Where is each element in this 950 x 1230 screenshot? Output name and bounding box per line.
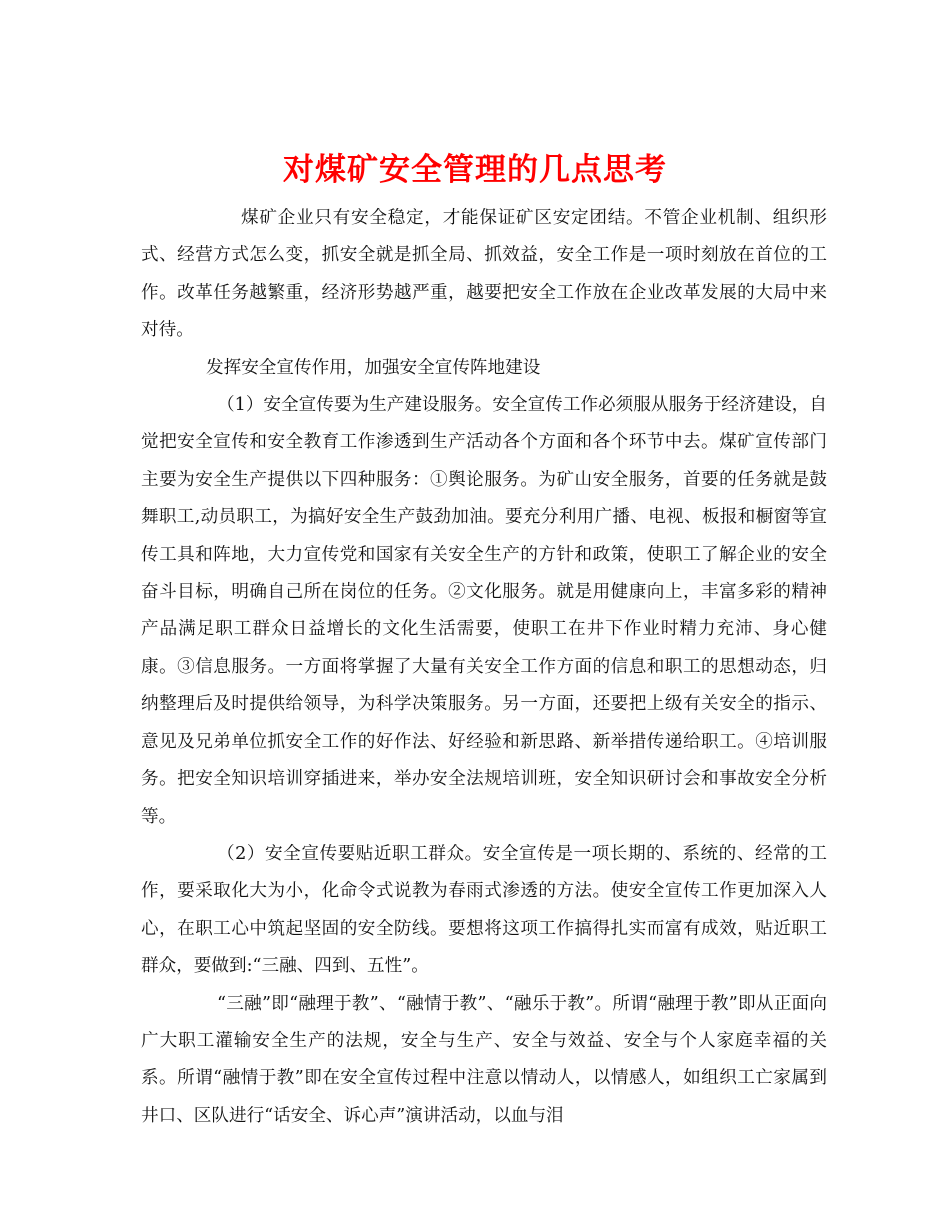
intro-paragraph: 煤矿企业只有安全稳定，才能保证矿区安定团结。不管企业机制、组织形式、经营方式怎么变，抓安全就是抓全局、抓效益，安全工作是一项时刻放在首位的工作。改革任务越繁重，经济形势越严重，越要把安全工作放在企业改革发展的大局中来对待。 bbox=[141, 208, 827, 341]
paragraph-item-1: （1）安全宣传要为生产建设服务。安全宣传工作必须服从服务于经济建设，自觉把安全宣传和安全教育工作渗透到生产活动各个方面和各个环节中去。煤矿宣传部门主要为安全生产提供以下四种服务：①舆论服务。为矿山安全服务，首要的任务就是鼓舞职工,动员职工，为搞好安全生产鼓劲加油。要充分利用广播、电视、板报和橱窗等宣传工具和阵地，大力宣传党和国家有关安全生产的方针和政策，使职工了解企业的安全奋斗目标，明确自己所在岗位的任务。②文化服务。就是用健康向上，丰富多彩的精神产品满足职工群众日益增长的文化生活需要，使职工在井下作业时精力充沛、身心健康。③信息服务。一方面将掌握了大量有关安全工作方面的信息和职工的思想动态，归纳整理后及时提供给领导，为科学决策服务。另一方面，还要把上级有关安全的指示、意见及兄弟单位抓安全工作的好作法、好经验和新思路、新举措传递给职工。④培训服务。把安全知识培训穿插进来，举办安全法规培训班，安全知识研讨会和事故安全分析等。 bbox=[141, 395, 827, 827]
section-heading: 发挥安全宣传作用，加强安全宣传阵地建设 bbox=[206, 357, 541, 378]
paragraph-san-rong: “三融”即“融理于教”、“融情于教”、“融乐于教”。所谓“融理于教”即从正面向广大职工灌输安全生产的法规，安全与生产、安全与效益、安全与个人家庭幸福的关系。所谓“融情于教”即在安全宣传过程中注意以情动人，以情感人，如组织工亡家属到井口、区队进行“话安全、诉心声”演讲活动，以血与泪 bbox=[141, 993, 827, 1126]
paragraph-item-2: （2）安全宣传要贴近职工群众。安全宣传是一项长期的、系统的、经常的工作，要采取化大为小，化命令式说教为春雨式渗透的方法。使安全宣传工作更加深入人心，在职工心中筑起坚固的安全防线。要想将这项工作搞得扎实而富有成效，贴近职工群众，要做到:“三融、四到、五性”。 bbox=[141, 843, 827, 977]
document-title: 对煤矿安全管理的几点思考 bbox=[283, 151, 667, 188]
document-body bbox=[141, 200, 827, 1135]
